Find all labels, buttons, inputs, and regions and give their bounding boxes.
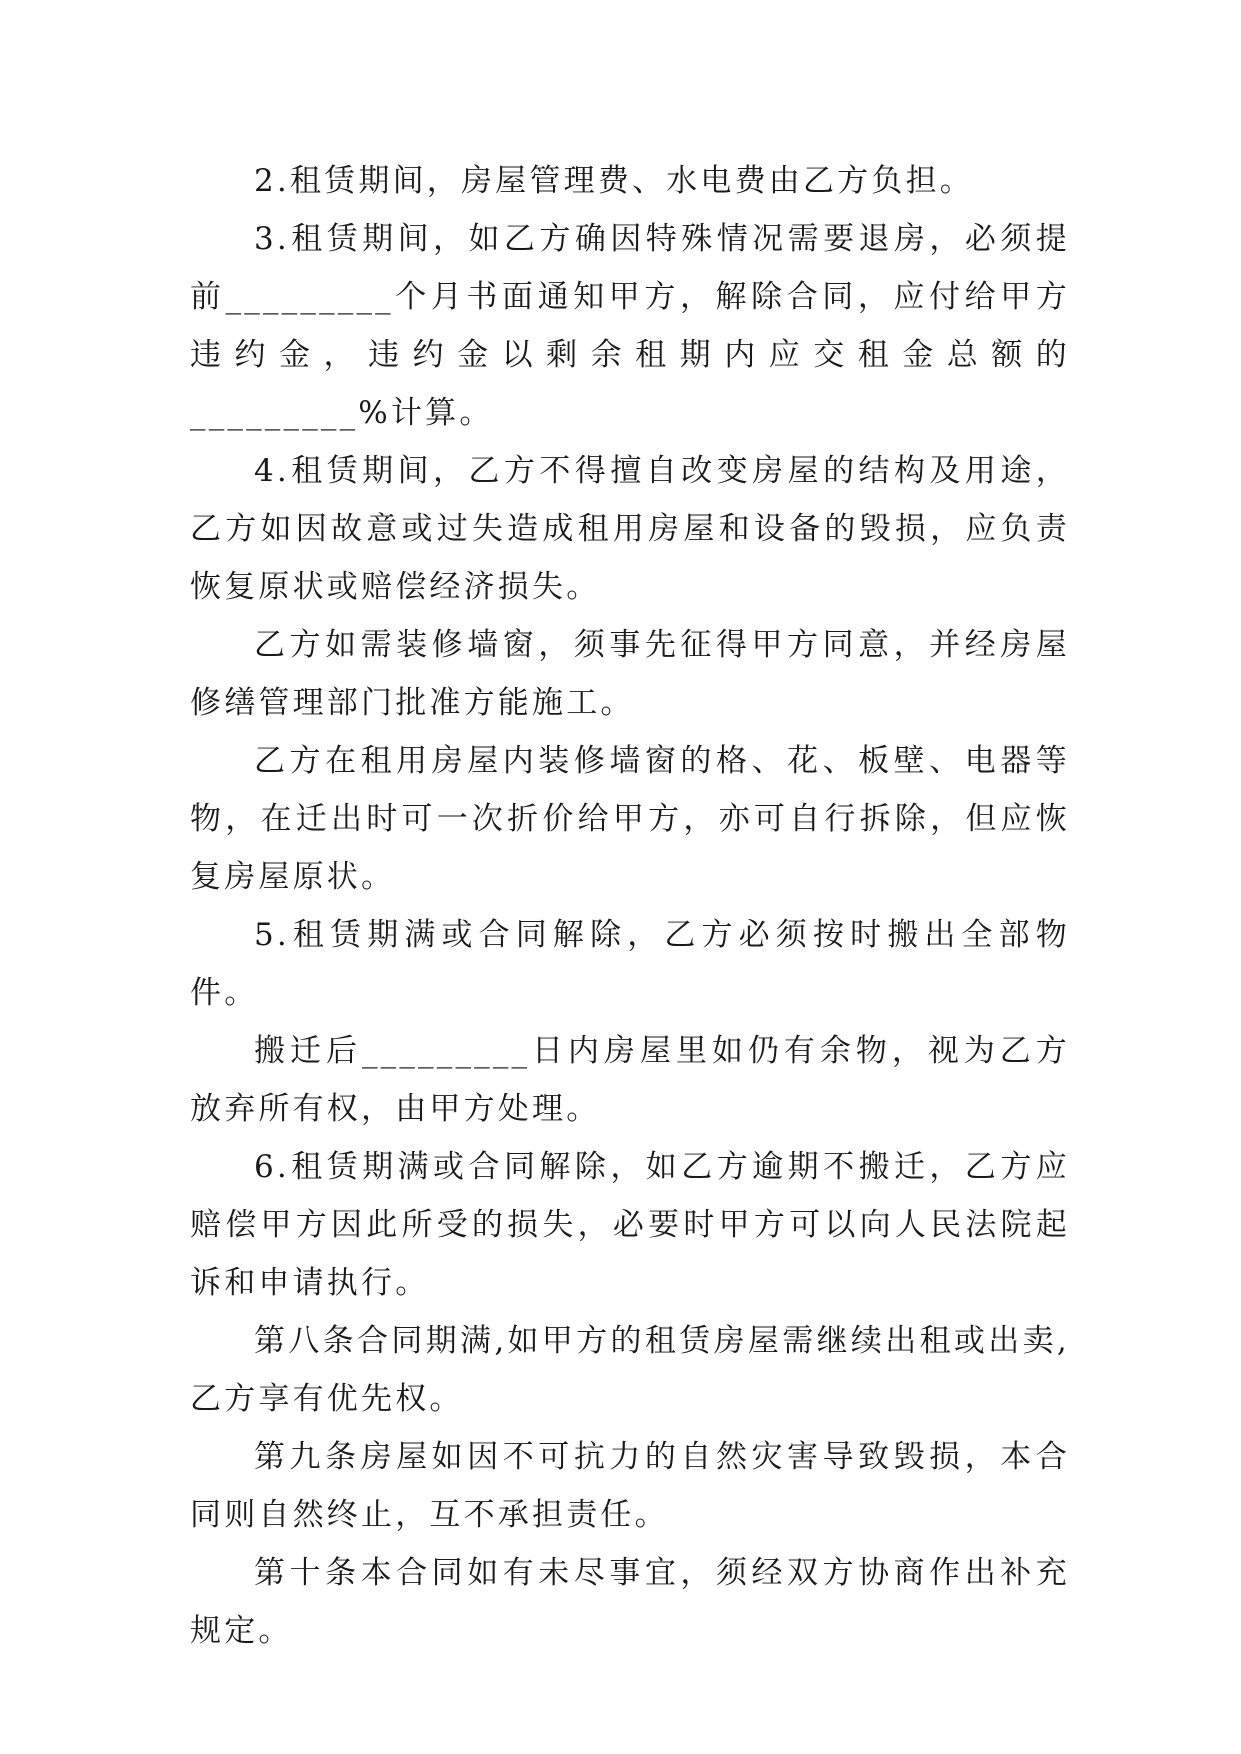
paragraph-renovation-approval: 乙方如需装修墙窗，须事先征得甲方同意，并经房屋修缮管理部门批准方能施工。: [190, 627, 1070, 721]
paragraph-renovation-fixtures: 乙方在租用房屋内装修墙窗的格、花、板壁、电器等物，在迁出时可一次折价给甲方，亦可自行拆除，但应恢复房屋原状。: [190, 743, 1070, 895]
paragraph-clause-4: 4.租赁期间，乙方不得擅自改变房屋的结构及用途，乙方如因故意或过失造成租用房屋和设备的毁损，应负责恢复原状或赔偿经济损失。: [190, 453, 1070, 605]
paragraph-clause-3: 3.租赁期间，如乙方确因特殊情况需要退房，必须提前_________个月书面通知甲方，解除合同，应付给甲方违约金，违约金以剩余租期内应交租金总额的_________%计算。: [190, 221, 1070, 431]
paragraph-article-8: 第八条合同期满,如甲方的租赁房屋需继续出租或出卖,乙方享有优先权。: [190, 1323, 1070, 1417]
paragraph-clause-2: 2.租赁期间，房屋管理费、水电费由乙方负担。: [254, 163, 974, 199]
paragraph-clause-6: 6.租赁期满或合同解除，如乙方逾期不搬迁，乙方应赔偿甲方因此所受的损失，必要时甲方可以向人民法院起诉和申请执行。: [190, 1149, 1070, 1301]
paragraph-article-9: 第九条房屋如因不可抗力的自然灾害导致毁损，本合同则自然终止，互不承担责任。: [190, 1439, 1070, 1533]
paragraph-clause-5: 5.租赁期满或合同解除，乙方必须按时搬出全部物件。: [190, 917, 1070, 1011]
document-body: [190, 152, 1070, 1660]
paragraph-article-10: 第十条本合同如有未尽事宜，须经双方协商作出补充规定。: [190, 1555, 1070, 1649]
paragraph-remaining-items: 搬迁后_________日内房屋里如仍有余物，视为乙方放弃所有权，由甲方处理。: [190, 1033, 1070, 1127]
